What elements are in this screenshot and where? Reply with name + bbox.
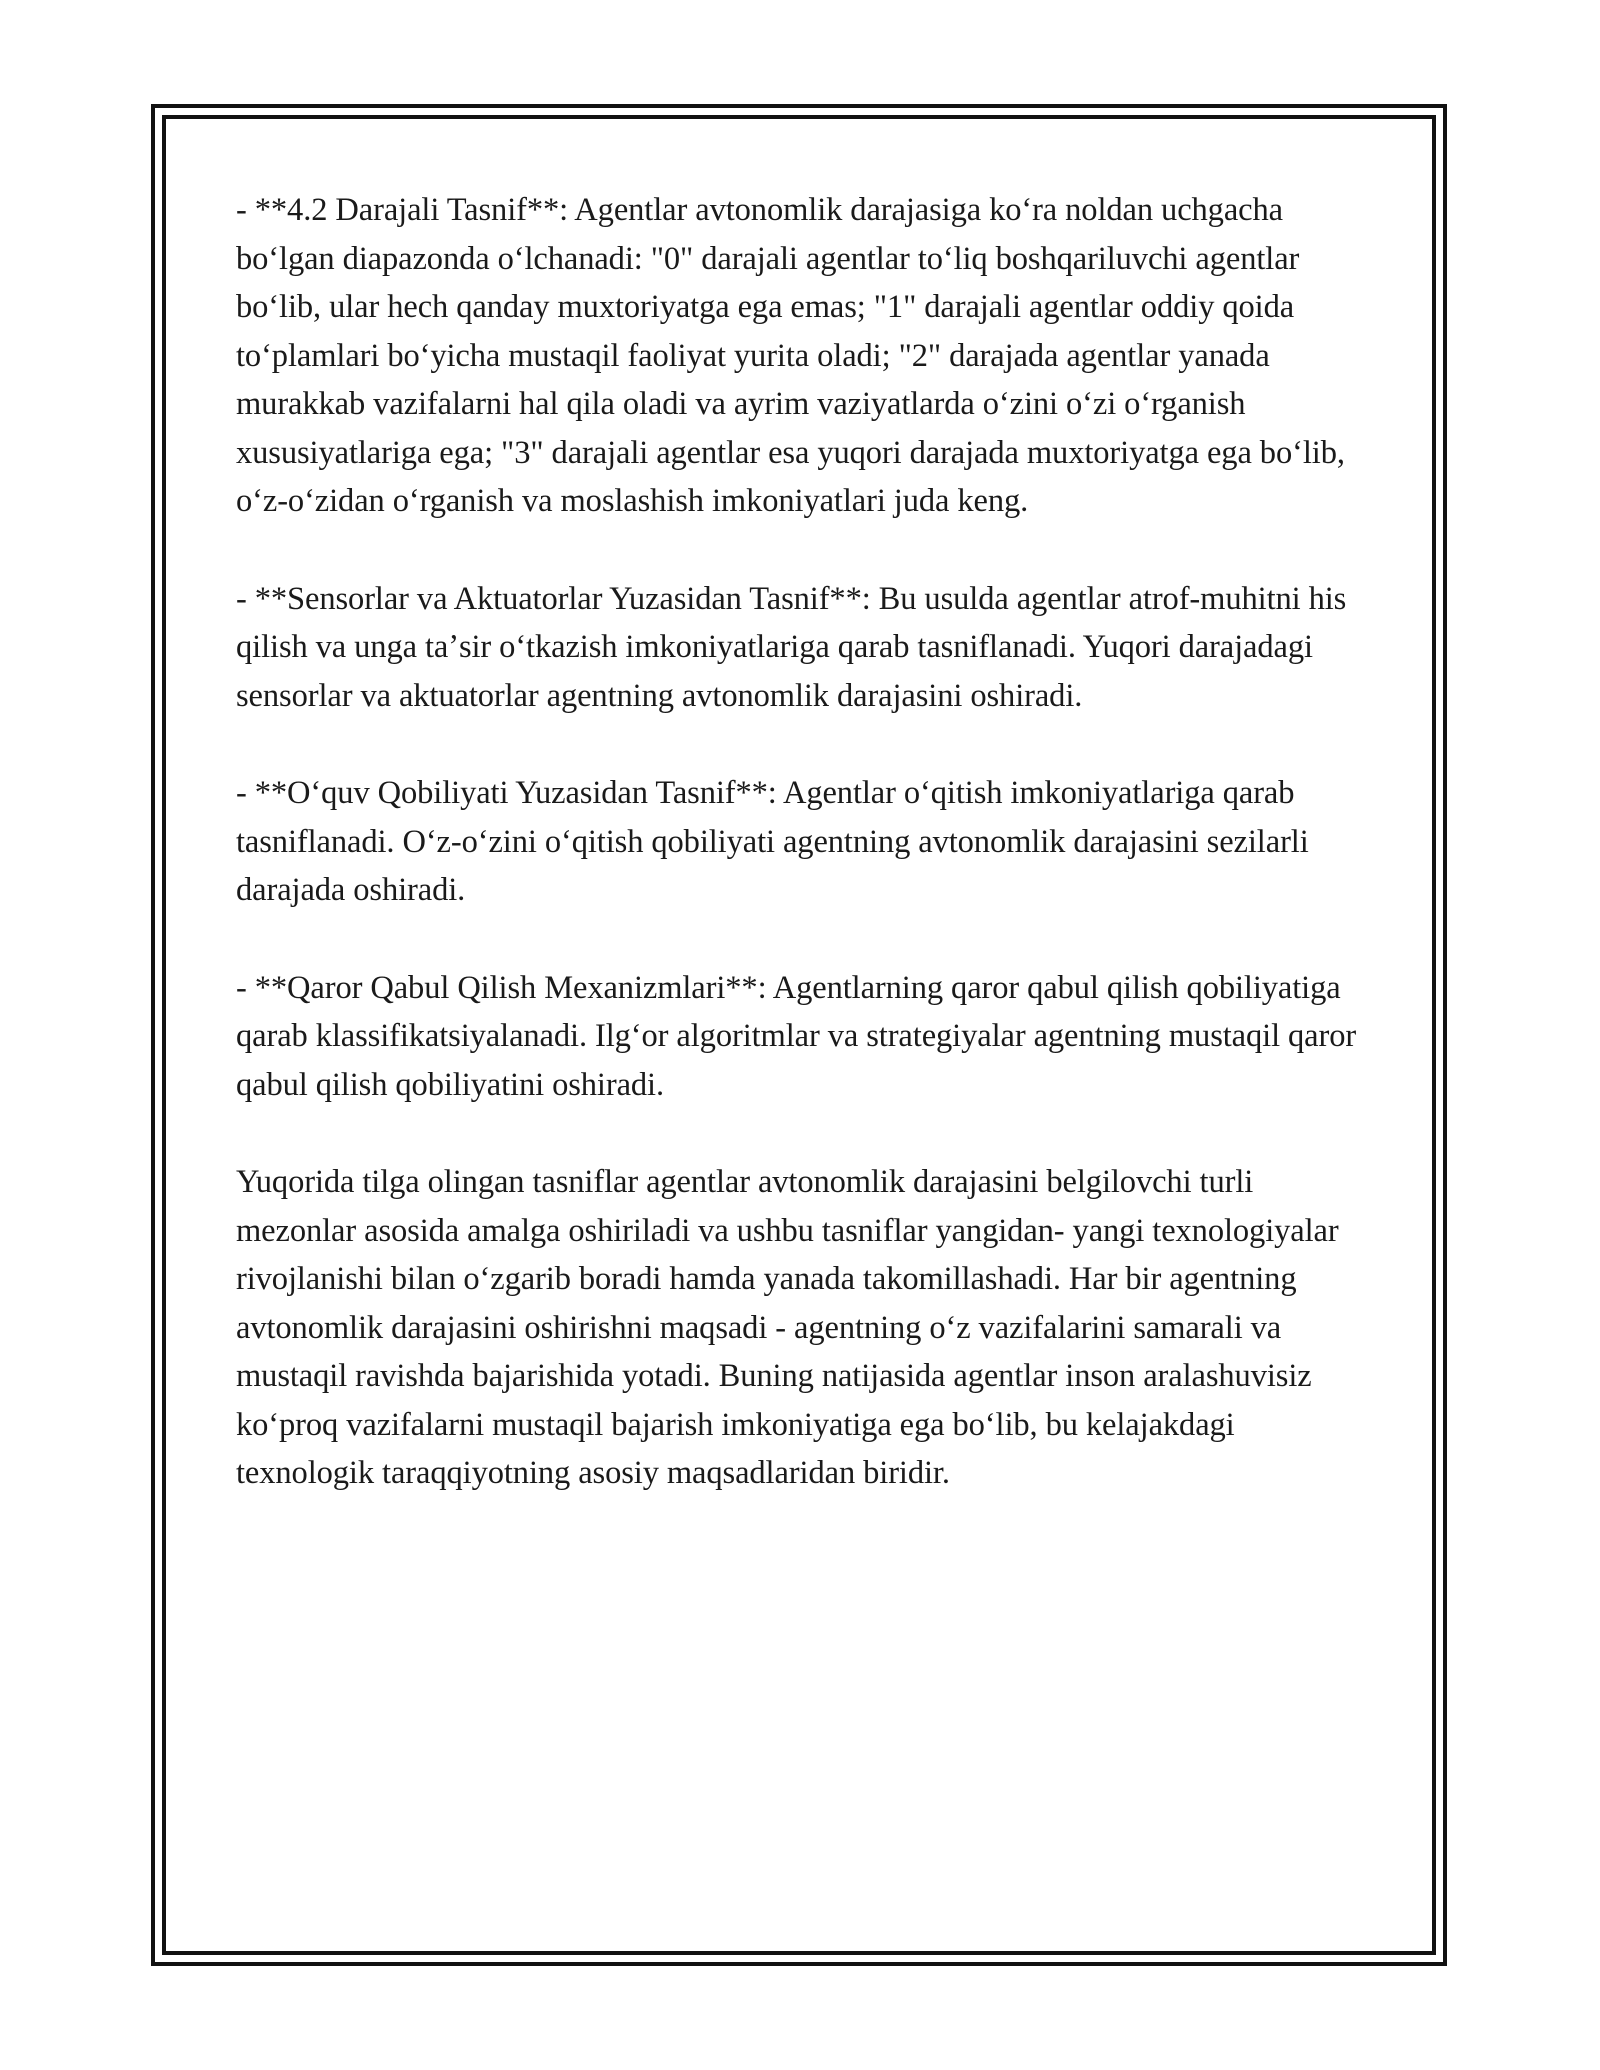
- document-body: [236, 186, 1366, 1547]
- paragraph-qaror-qabul-qilish: - **Qaror Qabul Qilish Mexanizmlari**: Agentlarning qaror qabul qilish qobiliyatiga qarab klassifikatsiyalanadi. Ilgʻor algoritmlar va strategiyalar agentning mustaqil qaror qabul qilish qobiliyatini oshiradi.: [236, 969, 1357, 1103]
- paragraph-conclusion: Yuqorida tilga olingan tasniflar agentlar avtonomlik darajasini belgilovchi turli mezonlar asosida amalga oshiriladi va ushbu tasniflar yangidan- yangi texnologiyalar rivojlanishi bilan oʻzgarib boradi hamda yanada takomillashadi. Har bir agentning avtonomlik darajasini oshirishni maqsadi - agentning oʻz vazifalarini samarali va mustaqil ravishda bajarishida yotadi. Buning natijasida agentlar inson aralashuvisiz koʻproq vazifalarni mustaqil bajarish imkoniyatiga ega boʻlib, bu kelajakdagi texnologik taraqqiyotning asosiy maqsadlaridan biridir.: [236, 1164, 1339, 1491]
- paragraph-oquv-qobiliyati-tasnif: - **Oʻquv Qobiliyati Yuzasidan Tasnif**: Agentlar oʻqitish imkoniyatlariga qarab tasniflanadi. Oʻz-oʻzini oʻqitish qobiliyati agentning avtonomlik darajasini sezilarli darajada oshiradi.: [236, 775, 1309, 908]
- paragraph-darajali-tasnif: - **4.2 Darajali Tasnif**: Agentlar avtonomlik darajasiga koʻra noldan uchgacha boʻlgan diapazonda oʻlchanadi: "0" darajali agentlar toʻliq boshqariluvchi agentlar boʻlib, ular hech qanday muxtoriyatga ega emas; "1" darajali agentlar oddiy qoida toʻplamlari boʻyicha mustaqil faoliyat yurita oladi; "2" darajada agentlar yanada murakkab vazifalarni hal qila oladi va ayrim vaziyatlarda oʻzini oʻzi oʻrganish xususiyatlariga ega; "3" darajali agentlar esa yuqori darajada muxtoriyatga ega boʻlib, oʻz-oʻzidan oʻrganish va moslashish imkoniyatlari juda keng.: [236, 192, 1345, 519]
- paragraph-sensorlar-tasnif: - **Sensorlar va Aktuatorlar Yuzasidan Tasnif**: Bu usulda agentlar atrof-muhitni his qilish va unga taʼsir oʻtkazish imkoniyatlariga qarab tasniflanadi. Yuqori darajadagi sensorlar va aktuatorlar agentning avtonomlik darajasini oshiradi.: [236, 580, 1347, 714]
